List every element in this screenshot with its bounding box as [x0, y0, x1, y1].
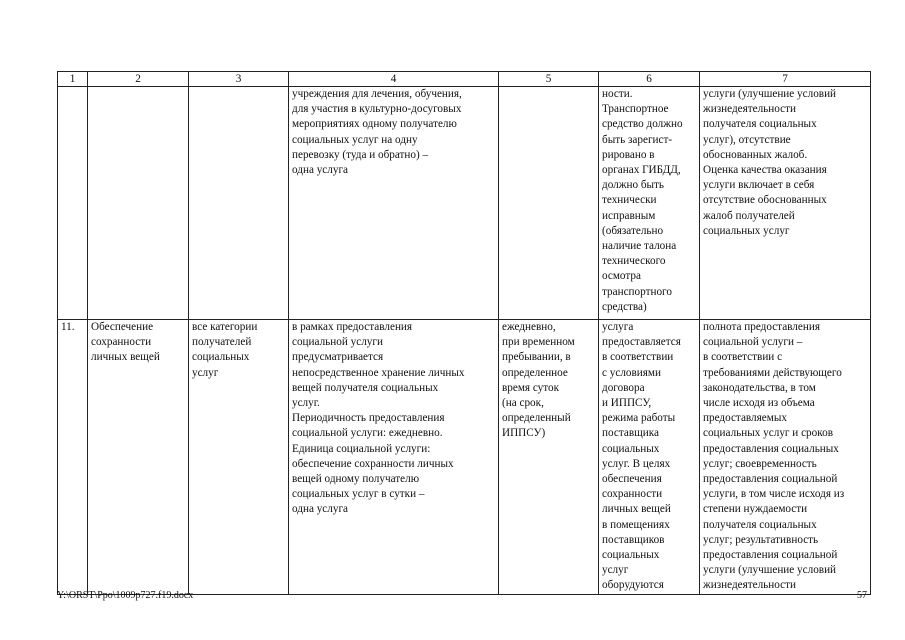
cell-text-line: должно быть	[602, 179, 665, 192]
cell-text-line: услуги (улучшение условий	[703, 564, 837, 577]
cell-text-line: Периодичность предоставления	[292, 412, 445, 425]
cell-text-line: социальных	[602, 549, 660, 562]
cell-text-line: личных вещей	[602, 503, 671, 516]
column-number: 6	[599, 72, 700, 87]
cell-text-line: услуг.	[292, 397, 320, 410]
cell-text-line: социальных	[602, 442, 660, 455]
cell-text-line: получателя социальных	[703, 518, 817, 531]
cell-text-line: определенный	[502, 412, 571, 425]
services-table	[57, 71, 871, 595]
cell-text-line: услуг; своевременность	[703, 457, 817, 470]
cell-text-line: вещей одному получателю	[292, 473, 420, 486]
cell-text-line: транспортного	[602, 285, 672, 298]
cell-text-line: поставщика	[602, 427, 659, 440]
cell-description	[289, 320, 499, 595]
cell-text-line: обеспечение сохранности личных	[292, 457, 454, 470]
cell-text-line: быть зарегист-	[602, 133, 673, 146]
cell-recipients	[189, 320, 289, 595]
cell-text-line: жалоб получателей	[703, 209, 795, 222]
cell-text-line: средство должно	[602, 118, 683, 131]
cell-text-line: степени нуждаемости	[703, 503, 808, 516]
cell-text-line: предоставления социальной	[703, 473, 838, 486]
cell-text-line: одна услуга	[292, 164, 349, 177]
cell-text-line: Транспортное	[602, 103, 669, 116]
cell-text-line: с условиями	[602, 366, 661, 379]
cell-text-line: жизнедеятельности	[703, 103, 796, 116]
cell-text-line: Оценка качества оказания	[703, 164, 827, 177]
cell-schedule	[499, 87, 599, 320]
cell-text-line: средства)	[602, 300, 647, 313]
cell-text-line: социальной услуги –	[703, 336, 803, 349]
cell-text-line: услуг. В целях	[602, 457, 671, 470]
page-number: 57	[857, 590, 867, 601]
cell-text-line: ежедневно,	[502, 321, 556, 333]
cell-text-line: личных вещей	[91, 351, 160, 364]
cell-text-line: Обеспечение	[91, 321, 154, 333]
cell-text-line: социальной услуги: ежедневно.	[292, 427, 443, 440]
cell-text-line: определенное	[502, 366, 568, 379]
cell-text-line: услуг	[602, 564, 629, 577]
cell-conditions	[599, 320, 700, 595]
cell-text-line: предоставляемых	[703, 412, 787, 425]
cell-text-line: услуг	[192, 366, 219, 379]
cell-text-line: отсутствие обоснованных	[703, 194, 827, 207]
cell-text-line: жизнедеятельности	[703, 579, 796, 592]
cell-text-line: наличие талона	[602, 240, 677, 253]
cell-text-line: услуги (улучшение условий	[703, 88, 837, 100]
continuation-row	[58, 87, 871, 320]
table-row-11	[58, 320, 871, 595]
cell-text-line: ИППСУ)	[502, 427, 546, 440]
cell-text-line: перевозку (туда и обратно) –	[292, 148, 429, 161]
cell-quality	[700, 320, 871, 595]
cell-text-line: в помещениях	[602, 518, 670, 531]
cell-text-line: услуги включает в себя	[703, 179, 815, 192]
cell-text-line: предусматривается	[292, 351, 384, 364]
cell-quality	[700, 87, 871, 320]
cell-text-line: вещей получателя социальных	[292, 381, 439, 394]
cell-text-line: в рамках предоставления	[292, 321, 413, 333]
cell-text-line: осмотра	[602, 270, 641, 283]
cell-text-line: получателя социальных	[703, 118, 817, 131]
cell-text-line: социальных услуг	[703, 224, 790, 237]
cell-text-line: рировано в	[602, 148, 655, 161]
cell-text-line: ности.	[602, 88, 633, 100]
cell-text-line: предоставления социальных	[703, 442, 839, 455]
cell-text-line: услуг; результативность	[703, 533, 819, 546]
cell-text-line: поставщиков	[602, 533, 665, 546]
cell-text-line: сохранности	[91, 336, 152, 349]
cell-text-line: технического	[602, 255, 666, 268]
cell-text-line: предоставления социальной	[703, 549, 838, 562]
cell-text-line: требованиями действующего	[703, 366, 842, 379]
cell-text-line: исправным	[602, 209, 656, 222]
cell-text-line: Единица социальной услуги:	[292, 442, 431, 455]
cell-text-line: технически	[602, 194, 657, 207]
cell-recipients	[189, 87, 289, 320]
cell-text-line: и ИППСУ,	[602, 397, 652, 410]
cell-schedule	[499, 320, 599, 595]
cell-text-line: время суток	[502, 381, 560, 394]
cell-text-line: социальной услуги	[292, 336, 383, 349]
cell-text-line: мероприятиях одному получателю	[292, 118, 457, 131]
footer-file-path: Y:\ORST\Ppo\1009p727.f19.docx	[57, 590, 194, 601]
cell-conditions	[599, 87, 700, 320]
cell-text-line: услуга	[602, 321, 634, 333]
column-number: 1	[58, 72, 88, 87]
column-numbers-row	[58, 72, 871, 87]
column-number: 5	[499, 72, 599, 87]
cell-text-line: договора	[602, 381, 645, 394]
column-number: 7	[700, 72, 871, 87]
cell-text-line: при временном	[502, 336, 575, 349]
cell-text-line: одна услуга	[292, 503, 349, 516]
cell-text-line: обеспечения	[602, 473, 662, 486]
cell-text-line: сохранности	[602, 488, 663, 501]
cell-text-line: оборудуются	[602, 579, 664, 592]
cell-text-line: пребывании, в	[502, 351, 571, 364]
cell-service-name	[88, 320, 189, 595]
cell-text-line: социальных	[192, 351, 250, 364]
cell-text-line: все категории	[192, 321, 258, 333]
cell-text-line: органах ГИБДД,	[602, 164, 681, 177]
cell-text-line: услуги, в том числе исходя из	[703, 488, 845, 501]
cell-text-line: в соответствии	[602, 351, 674, 364]
cell-text-line: для участия в культурно-досуговых	[292, 103, 462, 116]
cell-number: 11.	[58, 320, 88, 595]
cell-text-line: режима работы	[602, 412, 676, 425]
cell-number	[58, 87, 88, 320]
cell-text-line: услуг), отсутствие	[703, 133, 791, 146]
cell-text-line: законодательства, в том	[703, 381, 816, 394]
cell-text-line: (обязательно	[602, 224, 664, 237]
cell-text-line: обоснованных жалоб.	[703, 148, 808, 161]
cell-text-line: предоставляется	[602, 336, 681, 349]
column-number: 2	[88, 72, 189, 87]
cell-text-line: социальных услуг в сутки –	[292, 488, 425, 501]
cell-text-line: получателей	[192, 336, 252, 349]
column-number: 3	[189, 72, 289, 87]
cell-text-line: непосредственное хранение личных	[292, 366, 465, 379]
cell-service-name	[88, 87, 189, 320]
cell-text-line: социальных услуг и сроков	[703, 427, 833, 440]
column-number: 4	[289, 72, 499, 87]
cell-text-line: полнота предоставления	[703, 321, 820, 333]
cell-text-line: учреждения для лечения, обучения,	[292, 88, 462, 100]
cell-text-line: числе исходя из объема	[703, 397, 815, 410]
cell-text-line: (на срок,	[502, 397, 544, 410]
cell-text-line: в соответствии с	[703, 351, 783, 364]
cell-description	[289, 87, 499, 320]
cell-text-line: социальных услуг на одну	[292, 133, 418, 146]
